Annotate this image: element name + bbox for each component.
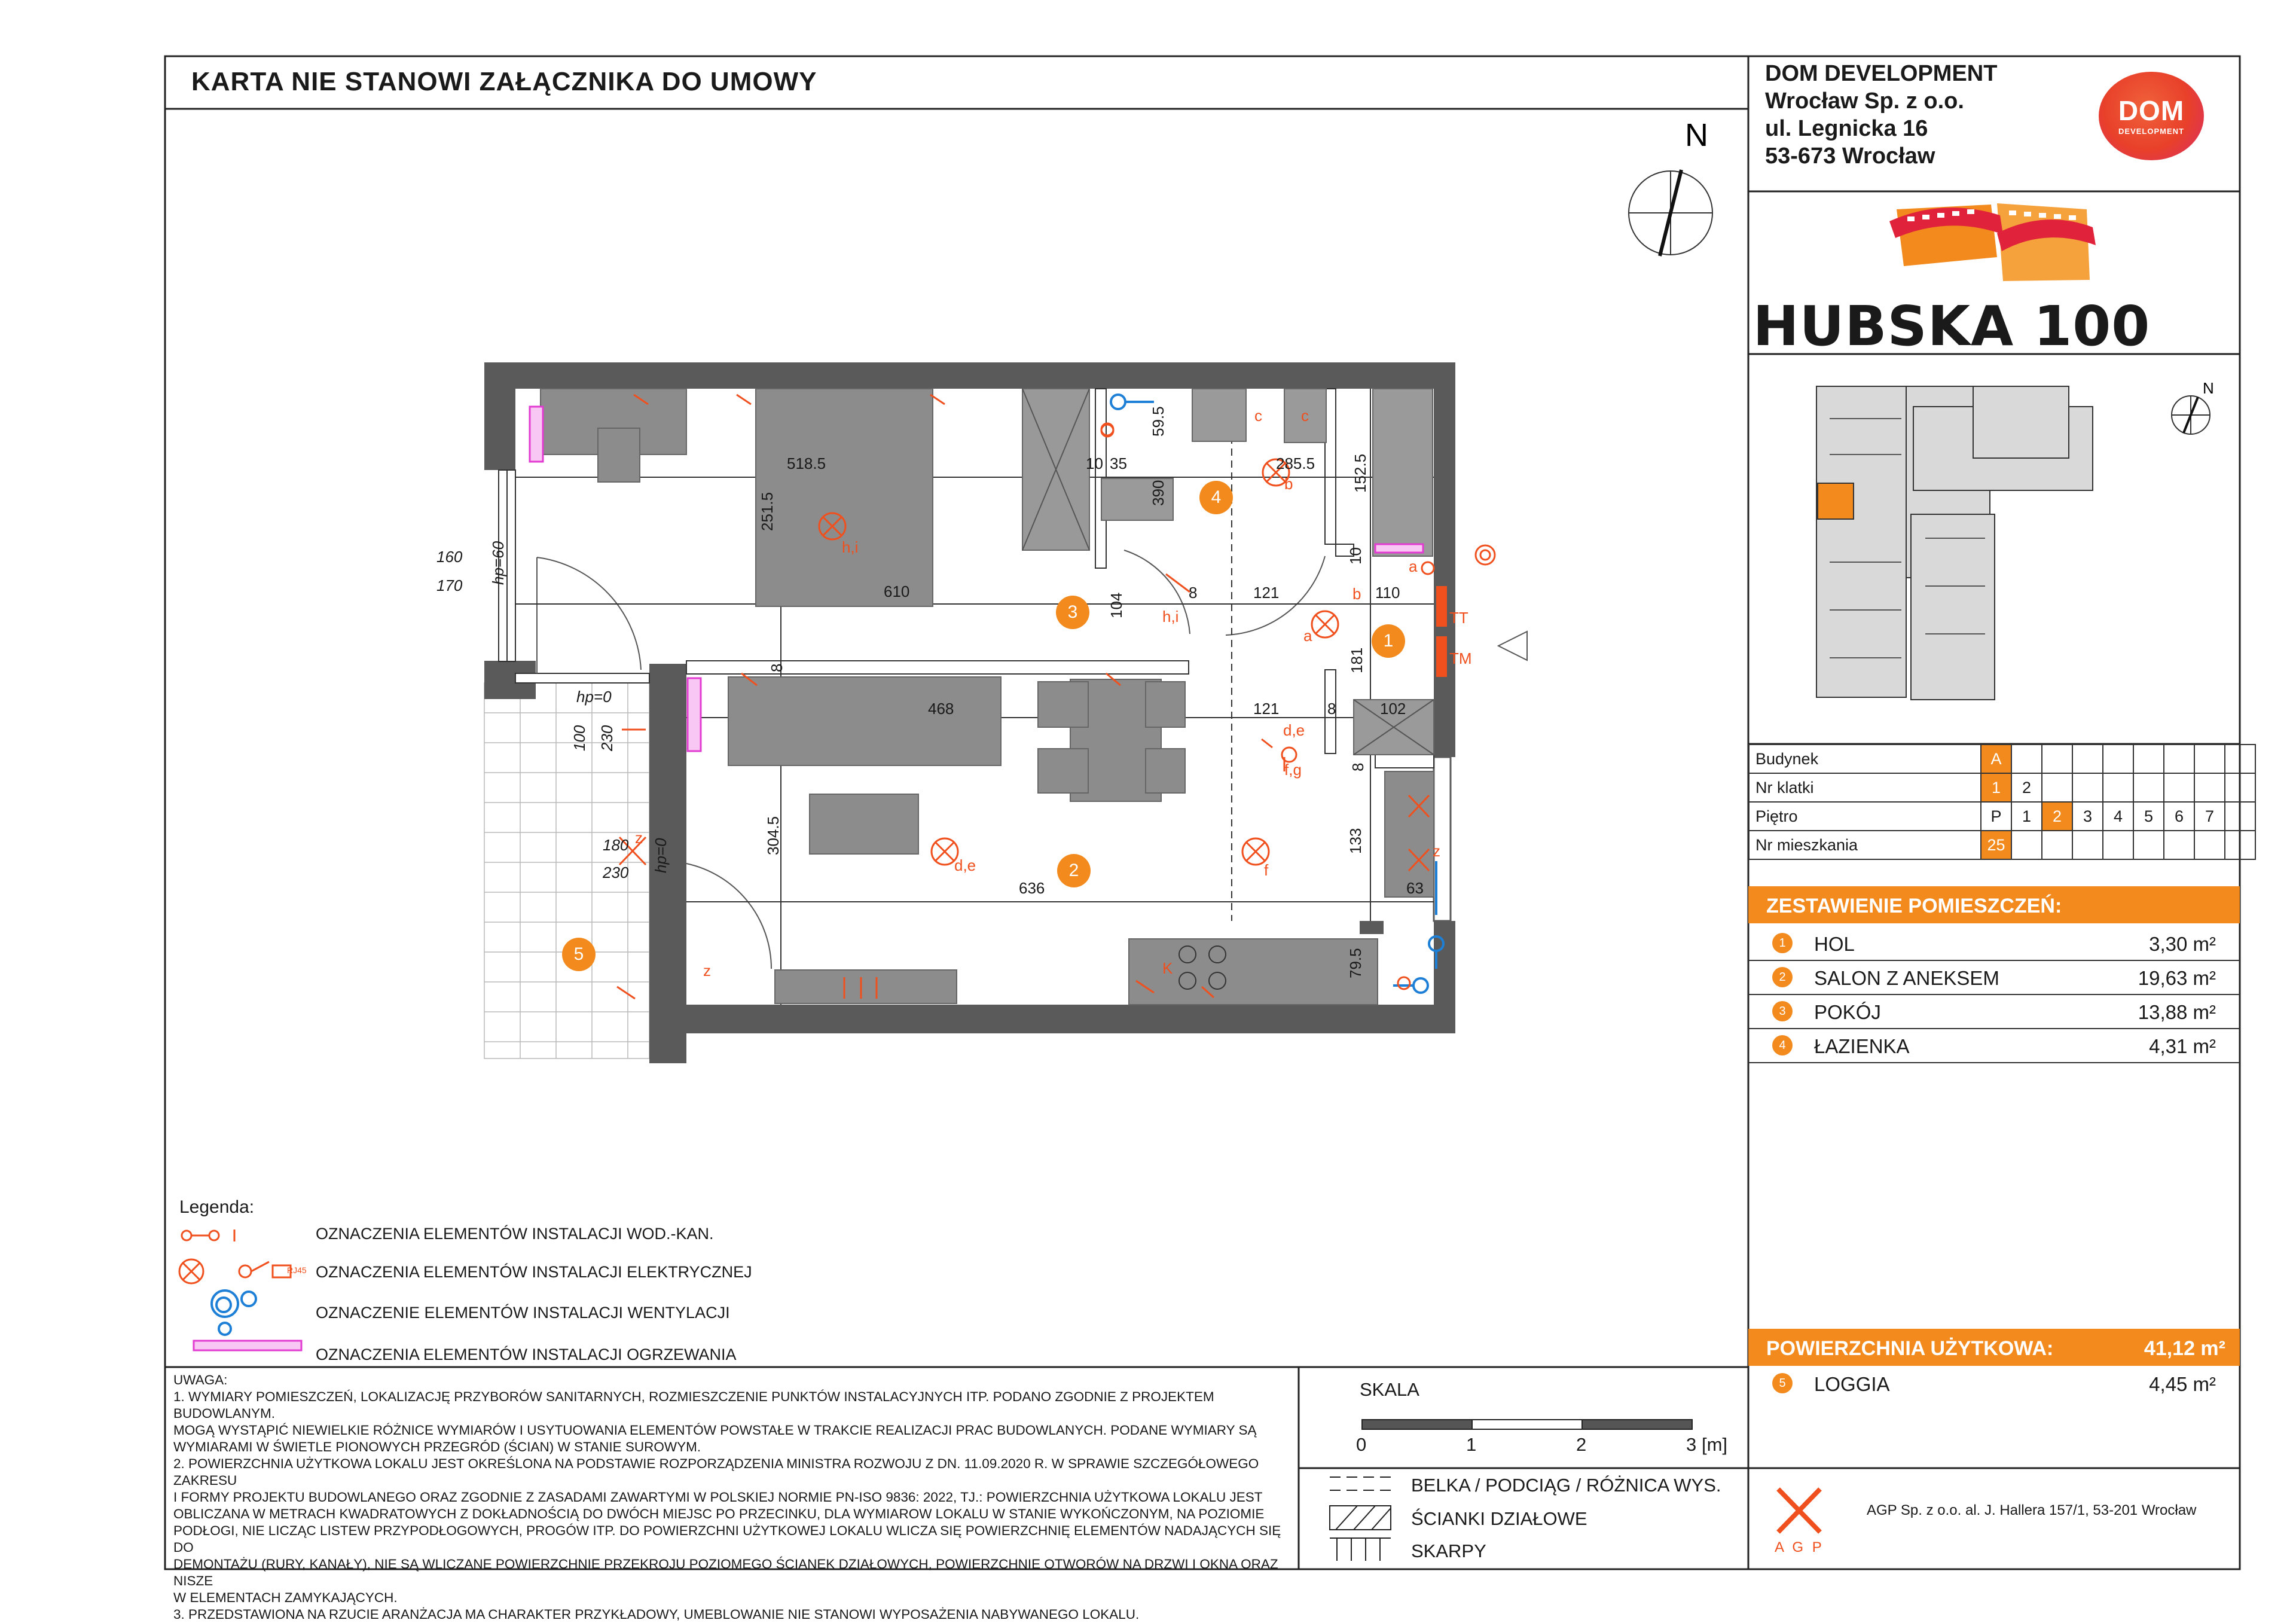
info-label: Nr mieszkania — [1749, 831, 1981, 859]
info-cell — [2133, 773, 2164, 802]
info-cell: 3 — [2072, 802, 2103, 831]
info-cell — [2103, 831, 2133, 859]
info-cell — [2042, 745, 2072, 773]
room-row — [1748, 961, 2240, 995]
room-name: ŁAZIENKA — [1814, 1035, 1910, 1057]
dim-label: 152.5 — [1351, 453, 1369, 493]
logo-sub-text: DEVELOPMENT — [2118, 127, 2184, 136]
tech-panel-tt — [1436, 586, 1447, 627]
dom-development-logo — [2099, 72, 2204, 160]
info-row-building — [1749, 745, 2255, 773]
info-cell — [2103, 745, 2133, 773]
toilet — [1192, 389, 1246, 441]
info-cell: 4 — [2103, 802, 2133, 831]
info-cell — [2164, 773, 2194, 802]
notes-block — [173, 1372, 1297, 1623]
developer-city: 53-673 Wrocław — [1765, 144, 1935, 169]
bathtub — [1373, 389, 1433, 556]
tv-cabinet — [775, 970, 957, 1003]
dim-label: 63 — [1406, 879, 1424, 897]
dim-label: 8 — [1349, 762, 1367, 771]
room-area: 13,88 m² — [2138, 1001, 2216, 1023]
north-compass — [1629, 170, 1712, 256]
info-cell — [2194, 831, 2225, 859]
symbol-keys — [1330, 1477, 1391, 1561]
room-number: 2 — [1772, 967, 1793, 987]
rj45-label: RJ45 — [287, 1265, 307, 1275]
dim-label: 8 — [1327, 700, 1336, 718]
tech-label-tt: TT — [1449, 609, 1468, 627]
info-row-apartment-no — [1749, 831, 2255, 859]
dim-label: 121 — [1253, 584, 1280, 602]
apartment-info-table — [1748, 744, 2256, 860]
symbol-slope-label: SKARPY — [1411, 1540, 1486, 1561]
info-cell — [2072, 773, 2103, 802]
mini-compass-north-label: N — [2203, 379, 2214, 397]
notes-line: WYMIARAMI W ŚWIETLE PIONOWYCH PRZEGRÓD (ŚCIAN) W STANIE SUROWYM. — [173, 1439, 701, 1454]
fixture-label: h,i — [1162, 608, 1179, 626]
notes-line: I FORMY PROJEKTU BUDOWLANEGO ORAZ ZGODNIE Z ZASADAMI ZAWARTYMI W POLSKIEJ NORMIE PN-ISO 9836: 2022, TJ.: POWIERZCHNIA UŻYTKOWA LOKALU JEST — [173, 1490, 1263, 1505]
dim-label: 10 — [1086, 454, 1103, 472]
notes-line: MOGĄ WYSTĄPIĆ NIEWIELKIE RÓŻNICE WYMIARÓW I USYTUOWANIA ELEMENTÓW POWSTAŁE W TRAKCIE REALIZACJI PRAC BUDOWLANYCH. PODANE WYMIARY SĄ — [173, 1423, 1257, 1438]
room-number: 1 — [1772, 933, 1793, 953]
info-cell — [2011, 831, 2042, 859]
logo-main-text: DOM — [2118, 95, 2185, 126]
scale-unit: [m] — [1702, 1434, 1728, 1455]
notes-line: 1. WYMIARY POMIESZCZEŃ, LOKALIZACJĘ PRZYBORÓW SANITARNYCH, ROZMIESZCZENIE PUNKTÓW INSTALACYJNYCH ITP. PODANO ZGODNIE Z PROJEKTEM BUDOWLANYM. — [173, 1389, 1214, 1421]
room-name: SALON Z ANEKSEM — [1814, 967, 1999, 989]
room-number: 4 — [1772, 1035, 1793, 1055]
developer-name: DOM DEVELOPMENT — [1765, 61, 1998, 86]
agp-mark: A G P — [1775, 1539, 1824, 1555]
coffee-table — [810, 794, 918, 854]
height-label: hp=60 — [489, 541, 507, 585]
dim-label: 8 — [768, 663, 786, 672]
fixture-label: z — [635, 829, 643, 847]
notes-line: 3. PRZEDSTAWIONA NA RZUCIE ARANŻACJA MA CHARAKTER PRZYKŁADOWY, UMEBLOWANIE NIE STANOWI WYPOSAŻENIA NABYWANEGO LOKALU. — [173, 1607, 1140, 1622]
room-name: POKÓJ — [1814, 1001, 1881, 1023]
entrance-marker — [1498, 631, 1527, 660]
legend-item-heating: OZNACZENIA ELEMENTÓW INSTALACJI OGRZEWANIA — [316, 1346, 737, 1363]
fridge — [1385, 771, 1434, 897]
scale-tick-0: 0 — [1356, 1434, 1367, 1455]
dim-label: 110 — [1375, 584, 1400, 602]
dim-label: 468 — [928, 700, 954, 718]
dim-label: 10 — [1347, 547, 1364, 565]
dim-label: 285.5 — [1276, 454, 1315, 472]
developer-street: ul. Legnicka 16 — [1765, 116, 1928, 141]
dim-label: 518.5 — [787, 454, 826, 472]
dim-label: 230 — [598, 725, 616, 751]
info-cell: P — [1981, 802, 2011, 831]
room-name: HOL — [1814, 933, 1855, 955]
site-key-plan — [1816, 386, 2093, 700]
room-area: 3,30 m² — [2149, 933, 2216, 955]
info-cell: 1 — [1981, 773, 2011, 802]
legend-item-electrical: OZNACZENIA ELEMENTÓW INSTALACJI ELEKTRYCZNEJ — [316, 1263, 752, 1281]
dim-label: 121 — [1253, 700, 1280, 718]
room-marker-4: 4 — [1199, 481, 1233, 514]
info-label: Piętro — [1749, 802, 1981, 831]
symbol-beam-label: BELKA / PODCIĄG / RÓŻNICA WYS. — [1411, 1475, 1721, 1496]
fixture-label: a — [1409, 557, 1418, 575]
fixture-label: c — [1301, 407, 1309, 425]
info-cell — [2072, 831, 2103, 859]
height-label: hp=0 — [652, 838, 670, 873]
legend-item-plumbing: OZNACZENIA ELEMENTÓW INSTALACJI WOD.-KAN. — [316, 1225, 714, 1243]
fixture-label: K — [1162, 959, 1173, 977]
notes-line: W ELEMENTACH ZAMYKAJĄCYCH. — [173, 1590, 398, 1605]
info-cell: 7 — [2194, 802, 2225, 831]
page-title: KARTA NIE STANOWI ZAŁĄCZNIKA DO UMOWY — [191, 67, 817, 96]
room-row — [1748, 927, 2240, 961]
fixture-label: d,e — [1283, 721, 1305, 739]
symbol-partition-label: ŚCIANKI DZIAŁOWE — [1411, 1508, 1587, 1529]
info-cell — [2225, 745, 2255, 773]
info-cell: 1 — [2011, 802, 2042, 831]
height-label: hp=0 — [576, 688, 612, 706]
info-cell — [2164, 831, 2194, 859]
scale-tick-1: 1 — [1466, 1434, 1477, 1455]
info-label: Budynek — [1749, 745, 1981, 773]
desk-chair — [598, 428, 640, 482]
room-name: LOGGIA — [1814, 1373, 1890, 1395]
info-cell — [2225, 773, 2255, 802]
room-row — [1748, 995, 2240, 1029]
scale-tick-3: 3 — [1686, 1434, 1697, 1455]
project-name: HUBSKA 100 — [1752, 294, 2151, 358]
dim-label: 170 — [436, 576, 463, 594]
dim-label: 251.5 — [758, 492, 776, 531]
fixture-label: h,i — [842, 538, 859, 556]
dim-label: 180 — [603, 836, 629, 854]
info-cell: A — [1981, 745, 2011, 773]
notes-line: PODŁOGI, NIE LICZĄC LISTEW PRZYPODŁOGOWYCH, PROGÓW ITP. DO POWIERZCHNI UŻYTKOWEJ LOKALU WLICZA SIĘ POWIERZCHNIĘ ELEMENTÓW NADAJĄCYCH SIĘ DO — [173, 1523, 1281, 1555]
dim-label: 160 — [436, 548, 463, 566]
room-marker-3: 3 — [1056, 596, 1089, 629]
loggia-row — [1748, 1368, 2240, 1398]
room-area: 4,45 m² — [2149, 1373, 2216, 1395]
info-cell — [2042, 831, 2072, 859]
dim-label: 59.5 — [1149, 406, 1167, 437]
dim-label: 102 — [1380, 700, 1406, 718]
dim-label: 104 — [1107, 592, 1125, 618]
rooms-heading: ZESTAWIENIE POMIESZCZEŃ: — [1766, 895, 2062, 917]
info-cell — [2011, 745, 2042, 773]
notes-line: 2. POWIERZCHNIA UŻYTKOWA LOKALU JEST OKREŚLONA NA PODSTAWIE ROZPORZĄDZENIA MINISTRA ROZWOJU Z DN. 11.09.2020 R. W SPRAWIE SZCZEGÓŁOWEGO ZAKRESU — [173, 1456, 1259, 1488]
notes-line: DEMONTAŻU (RURY, KANAŁY), NIE SĄ WLICZANE POWIERZCHNIE PRZEKROJU POZIOMEGO ŚCIANEK DZIAŁOWYCH, POWIERZCHNIE OTWORÓW NA DRZWI I OKNA ORAZ NISZE — [173, 1557, 1278, 1588]
agp-address: AGP Sp. z o.o. al. J. Hallera 157/1, 53-201 Wrocław — [1867, 1502, 2197, 1518]
room-marker-2: 2 — [1057, 854, 1091, 887]
tech-label-tm: TM — [1449, 649, 1472, 667]
room-number: 5 — [1772, 1373, 1793, 1393]
dim-label: 610 — [884, 582, 910, 600]
chair-2 — [1146, 682, 1185, 727]
dim-label: 79.5 — [1347, 948, 1364, 978]
info-cell — [2103, 773, 2133, 802]
fixture-label: f,g — [1284, 761, 1302, 779]
info-cell: 25 — [1981, 831, 2011, 859]
fixture-label: b — [1352, 585, 1361, 603]
dim-label: 35 — [1110, 454, 1127, 472]
info-cell — [2072, 745, 2103, 773]
info-cell: 2 — [2011, 773, 2042, 802]
scale-bar — [1362, 1420, 1692, 1429]
info-cell — [2133, 745, 2164, 773]
info-cell: 5 — [2133, 802, 2164, 831]
info-row-staircase — [1749, 773, 2255, 802]
info-cell — [2133, 831, 2164, 859]
info-cell: 6 — [2164, 802, 2194, 831]
legend-item-ventilation: OZNACZENIE ELEMENTÓW INSTALACJI WENTYLACJI — [316, 1304, 730, 1322]
legend-symbols — [179, 1230, 301, 1350]
dim-label: 304.5 — [764, 816, 782, 855]
fixture-label: a — [1303, 627, 1312, 645]
info-row-floor — [1749, 802, 2255, 831]
info-cell — [2194, 745, 2225, 773]
usable-area-value: 41,12 m² — [2144, 1337, 2225, 1360]
info-cell — [2225, 802, 2255, 831]
floor-plan — [484, 362, 1527, 1063]
fixture-label: b — [1284, 475, 1293, 493]
sofa — [728, 677, 1001, 765]
room-marker-1: 1 — [1372, 624, 1405, 658]
room-area: 19,63 m² — [2138, 967, 2216, 989]
dim-label: 8 — [1189, 584, 1198, 602]
agp-logo — [1778, 1489, 1820, 1532]
dim-label: 636 — [1019, 879, 1045, 897]
dim-label: 390 — [1149, 480, 1167, 506]
room-number: 3 — [1772, 1001, 1793, 1021]
room-row — [1748, 1029, 2240, 1063]
legend-title: Legenda: — [179, 1197, 255, 1217]
dim-label: 181 — [1348, 647, 1366, 673]
rooms-list — [1748, 927, 2240, 1063]
bed — [756, 389, 933, 606]
info-label: Nr klatki — [1749, 773, 1981, 802]
fixture-label: c — [1254, 407, 1262, 425]
developer-address — [1765, 60, 1997, 170]
mini-compass — [2172, 396, 2210, 434]
notes-title: UWAGA: — [173, 1372, 228, 1387]
info-cell — [2225, 831, 2255, 859]
chair-1 — [1038, 682, 1088, 727]
room-marker-5: 5 — [562, 938, 596, 971]
dim-label: 133 — [1347, 828, 1364, 854]
fixture-label: d,e — [954, 856, 976, 874]
chair-4 — [1146, 749, 1185, 793]
dim-label: 100 — [570, 725, 588, 751]
fixture-label: z — [1433, 842, 1440, 860]
tech-panel-tm — [1436, 636, 1447, 677]
scale-tick-2: 2 — [1576, 1434, 1587, 1455]
fixture-label: z — [703, 962, 711, 980]
notes-line: OBLICZANA W METRACH KWADRATOWYCH Z DOKŁADNOŚCIĄ DO DWÓCH MIEJSC PO PRZECINKU, DLA WYMIAROW LOKALU W STANIE WYKOŃCZONYM, NA POZIOMIE — [173, 1506, 1265, 1521]
dim-label: 230 — [603, 864, 629, 881]
fixture-label: f — [1264, 861, 1269, 879]
film-strip-graphic — [1889, 203, 2096, 281]
info-cell — [2194, 773, 2225, 802]
info-cell: 2 — [2042, 802, 2072, 831]
room-area: 4,31 m² — [2149, 1035, 2216, 1057]
info-cell — [2164, 745, 2194, 773]
compass-north-label: N — [1685, 117, 1708, 153]
usable-area-label: POWIERZCHNIA UŻYTKOWA: — [1766, 1337, 2054, 1360]
usable-area-bar — [1748, 1329, 2240, 1366]
rooms-heading-bar — [1748, 886, 2240, 923]
developer-company: Wrocław Sp. z o.o. — [1765, 89, 1964, 114]
scale-label: SKALA — [1360, 1379, 1419, 1400]
info-cell — [2042, 773, 2072, 802]
chair-3 — [1038, 749, 1088, 793]
